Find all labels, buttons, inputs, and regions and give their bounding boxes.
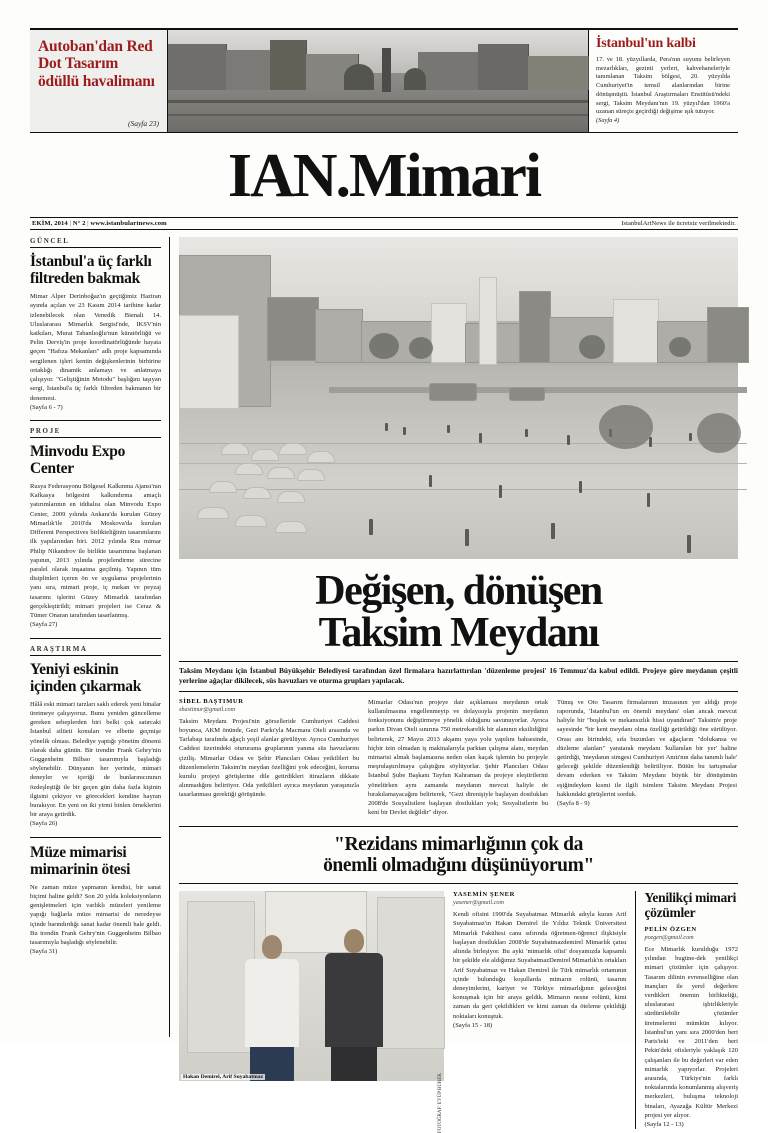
- interview-page-ref: (Sayfa 15 - 18): [453, 1021, 493, 1029]
- section-kicker: ARAŞTIRMA: [30, 645, 161, 656]
- top-teaser-right[interactable]: [589, 30, 737, 132]
- left-column: [30, 237, 170, 1037]
- section-text: Ece Mimarlık kurulduğu 1972 yılından bugüne-dek yenilikçi mimari çözümler için çalışıyor. Tasarım dilinin evrenselliğine olan inançları ile yerel değerlere verdikleri önemin birlikteliği, uluslararası işbirlikleriyle sürdürülebilir çözümler üretmelerini mümkün kılıyor. İstanbul'un yanı sıra 2000'den beri Paris'teki ve 2011'den beri Pekin'deki ofisleriyle yaklaşık 120 çalışanları ile bu değerleri var eden mimarlık yapıyorlar. Projeleri arasında, Türkiye'nin farklı noktalarında konumlanmış alışveriş merkezleri, buluşma teknoloji binaları, Ayazağa Kültür Merkezi projesi yer alıyor.: [644, 945, 738, 1119]
- article-column-3: [557, 698, 737, 818]
- article-text: Taksim Meydanı Projesi'nin görselleride Cumhuriyet Caddesi boyunca, AKM önünde, Gezi Parkı'yla Macmara Oteli arasında ve Tarlabaşı tarafında ağaçlı yeşil alanlar görülüyor. Ayrıca Cumhuriyet Caddesi üzerindeki otururama gruplarının yanına süs havuzlarını çiziliş. Mimarlar Odası ve Şehir Plancıları Odası yetkilileri bu düzenlemelerin Taksim'in meydan özelliğini yok edeceğini, koruma kurulu projeyi görüşlerine dile getirdikleri itirazların dikkate alınmadığını belirtiyor. Oda yetkilileri ayrıca meydanın yaraşınızla tasarlanması gerektiği görüşünde.: [179, 717, 359, 799]
- main-column: [170, 237, 738, 1133]
- top-teaser-page: (Sayfa 23): [127, 119, 159, 128]
- section-headline[interactable]: Müze mimarisi mimarinin ötesi: [30, 843, 131, 878]
- left-section-muze: [30, 844, 161, 957]
- top-teaser-right-text: 17. ve 18. yüzyıllarda, Pera'nın suyunu belirleyen mezarlıkları, gezinti yerleri, kahvehaneleriyle tanımlanan Taksim bölgesi, 20. yüzyılda Cumhuriyet'in temsil alanlarından birine dönüşmüştü. İstanbul Araştırmaları Enstitüsü'ndeki sergi, Taksim Meydanı'nın 19. yüzyıl'dan 1960'a uzanan süreçte geçirdiği değişime ışık tutuyor.: [596, 56, 730, 116]
- left-section-proje: [30, 427, 161, 630]
- section-page-ref: (Sayfa 27): [30, 621, 58, 629]
- article-email[interactable]: sbastimur@gmail.com: [179, 705, 236, 713]
- photo-caption: Hakan Demirel, Arif Suyabatmaz: [183, 1074, 264, 1081]
- taksim-square-rendering: [179, 237, 738, 559]
- article-column-1: [179, 698, 359, 818]
- section-page-ref: (Sayfa 12 - 13): [644, 1121, 684, 1129]
- top-teaser-right-title: İstanbul'un kalbi: [596, 36, 696, 51]
- interview-text: Kendi ofisini 1990'da Suyabatmaz Mimarlık adıyla kuran Arif Suyabatmaz'ın Hakan Demirel ile Yıldız Teknik Üniversitesi Mimarlık Fakültesi canu sıfırında öğretmen-öğrenci ilişkisiyle başlayan dostlukları 2008'de Suyabatmazdemirel Mimarlık çatısı altında birleşiyor. Bu ayki 'mimarlık ofisi' dosyamızda kapsamlı bir şekilde ele aldığımız SuyabatmazDemirel Mimarlık'ın ortakları Arif Suyabatmaz ve Hakan Demirel ile Türk mimarlık ortamının içinde bulunduğu koşullarda mimarın rolünü, tasarım deneyimlerini, kariyer ve Türkiye mimarlığının geleceğini konuşmak için bir araya geldik. Mimarın nesne rolünü, kimi zaman da geri çekildikleri ve kimi zaman da öteleme çekildiği noktaları konuştuk.: [453, 911, 627, 1020]
- divider: [30, 837, 161, 838]
- free-distribution-note: IstanbulArtNews ile ücretsiz verilmektedir.: [621, 220, 736, 227]
- main-headline-line1: Değişen, dönüşen: [315, 568, 602, 614]
- top-teaser-right-page: (Sayfa 4): [596, 116, 620, 124]
- masthead-infobar: EKİM, 2014 | N° 2 | www.istanbulartnews.com IstanbulArtNews ile ücretsiz verilmektedir.: [30, 217, 738, 230]
- article-page-ref: (Sayfa 8 - 9): [557, 800, 590, 808]
- interview-email[interactable]: yasener@gmail.com: [453, 899, 504, 907]
- article-byline: SİBEL BAŞTIMUR: [179, 697, 244, 705]
- photo-credit: FOTOĞRAF: EYÜP BÜREK: [438, 1073, 444, 1133]
- interview-column: [453, 891, 626, 1129]
- article-text: Mimarlar Odası'nın projeye dair açıklaması meydanın ortak kullanılmasına engellenmeyip ve dolayısıyla projenin meydanın fonksiyonunu değiştirmeye yönelik olduğunu savunuyorlar. Ayrıca parkın Divan Oteli sınırına 750 metrekarelik bir alanının eksilidiğini belirterek, 27 Mayıs 2013 akşamı yaya yolu yapılını bahsesinde, hiçbir izin olmadan iş makinalarıyla parktan çalışma alanı, meydan mimarisi almak başlamasına neden olan kaçak işlemin bu projeyle meşrulaştırılmaya çalıştığını söylüyorlar. Şehir Plancıları Odası İstanbul Şube Başkanı Tayfun Kahraman da projeye eleştirilerini yöneltirken aynı zamanda meydanın mevcut haliyle de bırakılamayacağını belirterek, "Gezi direnişiyle başlayan dostlukları 2008'de Sosyalistlere başlayan dostlukları yok; Sosyalistlerin bu kent bir Devlet değildir" diyor.: [368, 698, 548, 817]
- left-section-arastirma: [30, 645, 161, 829]
- top-teaser-headline: Autoban'dan Red Dot Tasarım ödüllü havalimanı: [38, 38, 155, 90]
- section-page-ref: (Sayfa 26): [30, 820, 58, 828]
- section-email[interactable]: pozgen@gmail.com: [644, 933, 694, 941]
- interview-byline: YASEMİN ŞENER: [453, 891, 516, 899]
- section-page-ref: (Sayfa 31): [30, 948, 58, 956]
- main-article-columns: [179, 698, 738, 818]
- main-headline: [179, 570, 738, 654]
- section-text: Rusya Federasyonu Bölgesel Kalkınma Ajansı'nın Kafkasya bölgesini kalkındırma amaçlı yatırımlarının en iddialısı olan Minvodu Expo Center, 2009 yılında Ankara'da kurulan Güzey Mimarlık'ile 2010'da Moskova'da kurulan Different Perspectives birlikteliğinin tasarımlarını ilk yapılarından biri. 2012 yılında Rus mimar Philip Nikandrov ile birlikte tasarımına başlanan yapının, 2013 yılında projelendirme sürecine paralel olarak inşaatına geçilmiş. Yapının tüm disiplinleri içeren ön ve uygulama projelerinin yanı sıra, mimari proje, iç mekan ve peyzaj tasarımı işlerini Güzey Mimarlık tarafından gerçekleştirildi; mimari projeleri ise Ceraz & Tümer Onaran tarafından tasarlanmış.: [30, 483, 161, 620]
- pull-quote-line1: "Rezidans mimarlığının çok da: [334, 833, 583, 855]
- main-deck: Taksim Meydanı için İstanbul Büyükşehir Belediyesi tarafından özel firmalara hazırlattırılan 'düzenleme projesi' 16 Temmuz'da kabul edildi. Projeye göre meydanın çeşitli yerlerine ağaçlar dikilecek, süs havuzları ve oturma grupları yapılacak.: [179, 661, 738, 692]
- section-headline[interactable]: İstanbul'a üç farklı filtreden bakmak: [30, 253, 152, 288]
- article-text: Tünuş ve Oto Tasarım firmalarının imzasının yer aldığı proje raporunda, 'İstanbul'un en önemli meydanı' olan ancak mevcut haliyle bir "boşluk ve mekansızlık hissi uyandıran" Taksim'e proje sayesinde "bir kent meydanı olma özelliği getirildiği öne sürülüyor. Orası anı birindeki, sıfa buzunları ve ağaçların "dolukansa ve düzleme alanları" yaratarak meydanı 'kullanılan bir yer' haline getirdiği, 'meydanın simgesi Cumhuriyet Anıtı'nın daha tanımlı hale' geleceği şekilde düzenlendiği belirtiliyor. Bütün bu tartışmalar devam ederken ve Taksim Meydanı büyük bir dönüşümün eşiğindeyken kısmi ile ilgili isimlere Taksim Meydanı Projesi hakkındaki görüşlerini sorduk.: [557, 698, 737, 798]
- pull-quote-line2: önemli olmadığını düşünüyorum": [323, 855, 594, 877]
- top-strip: [30, 28, 738, 133]
- masthead: [30, 133, 738, 211]
- issue-date: EKİM, 2014: [32, 220, 68, 227]
- left-section-guncel: [30, 237, 161, 412]
- publication-title: IAN.Mimari: [227, 142, 541, 210]
- pull-quote: [179, 826, 738, 885]
- top-teaser-left[interactable]: [30, 30, 168, 132]
- section-kicker: GÜNCEL: [30, 237, 161, 248]
- section-kicker: PROJE: [30, 427, 161, 438]
- section-text: Ne zaman müze yapmanın kendisi, bir sanat biçimi haline geldi? Son 20 yılda koleksiyonların genişletmeleri için varlıklı müzeleri yenileme yapığı bağlarla müze mimarisi de neredeyse içinde barındırdığı sanat kadar önemli hale geldi. Bu trendin Frank Gehry'nin Guggenheim Bilbao tasarımıyla başladığı söylenebilir.: [30, 883, 161, 947]
- divider: [30, 420, 161, 421]
- architects-portrait-photo: [179, 891, 444, 1133]
- divider: [30, 638, 161, 639]
- website-url[interactable]: www.istanbulartnews.com: [90, 220, 167, 227]
- taksim-square-historic-photo: [168, 30, 589, 132]
- section-headline[interactable]: Yenilikçi mimari çözümler: [644, 890, 737, 921]
- section-byline: PELİN ÖZGEN: [644, 925, 697, 933]
- section-text: Mimar Alper Derinboğaz'ın geçtiğimiz Haziran ayında açılan ve 23 Kasım 2014 tarihine kadar izlenebilecek olan Venedik Bienali 14. Uluslararası Mimarlık Sergisi'nde, IKSV'nin katkıları, Murat Tabanlıoğlu'nun küratörlüğü ve Pelin Derviş'in proje koordinatörlüğünde hayata geçen "Hafıza Mekanları" adlı proje kapsamında sergilenen işleri kentin değişkenlerinin birbirine ortaklığı dinamik anlamayı ve anlatmaya çalışıyor. "Geliştiğinin Metodu" başlığını taşıyan sergi, İstanbul'a üç farklı filtreden bakmanın bir denemesi.: [30, 293, 161, 402]
- article-column-2: [368, 698, 548, 818]
- section-headline[interactable]: Yeniyi eskinin içinden çıkarmak: [30, 660, 142, 695]
- innovative-solutions-column: [635, 891, 738, 1129]
- bottom-section: [179, 890, 738, 1133]
- section-text: Hâlâ eski mimari tarzları saklı ederek yeni binalar üretmeye çalışıyoruz. Bunu yeniden güncelleme gereken sebeplerden biri belki çok satırcaki İstanbul silüeti konuları ve elbette geçmişe yönelik olması. Belediye yaptığı yönetim dönemi olarak daha günün. Bir trendin Frank Gehry'nin Guggenheim Bilbao tasarımıyla başladığı söylenebilir. Dünyanın her yerinde, mimari deneyler ve içeriği de bunlarınıcınının özdeşleştiği ile bir geçen gün daha fazla kişinin ilgisini çekiyor ve görecekleri kendine hayran burakıyor. En yeni on iki yirmi binlen örneklerini bir araya getirdik.: [30, 700, 161, 819]
- main-headline-line2: Taksim Meydanı: [318, 610, 599, 656]
- section-headline[interactable]: Minvodu Expo Center: [30, 442, 126, 477]
- page-body: [30, 237, 738, 1133]
- issue-number: N° 2: [72, 220, 86, 227]
- section-page-ref: (Sayfa 6 - 7): [30, 403, 63, 411]
